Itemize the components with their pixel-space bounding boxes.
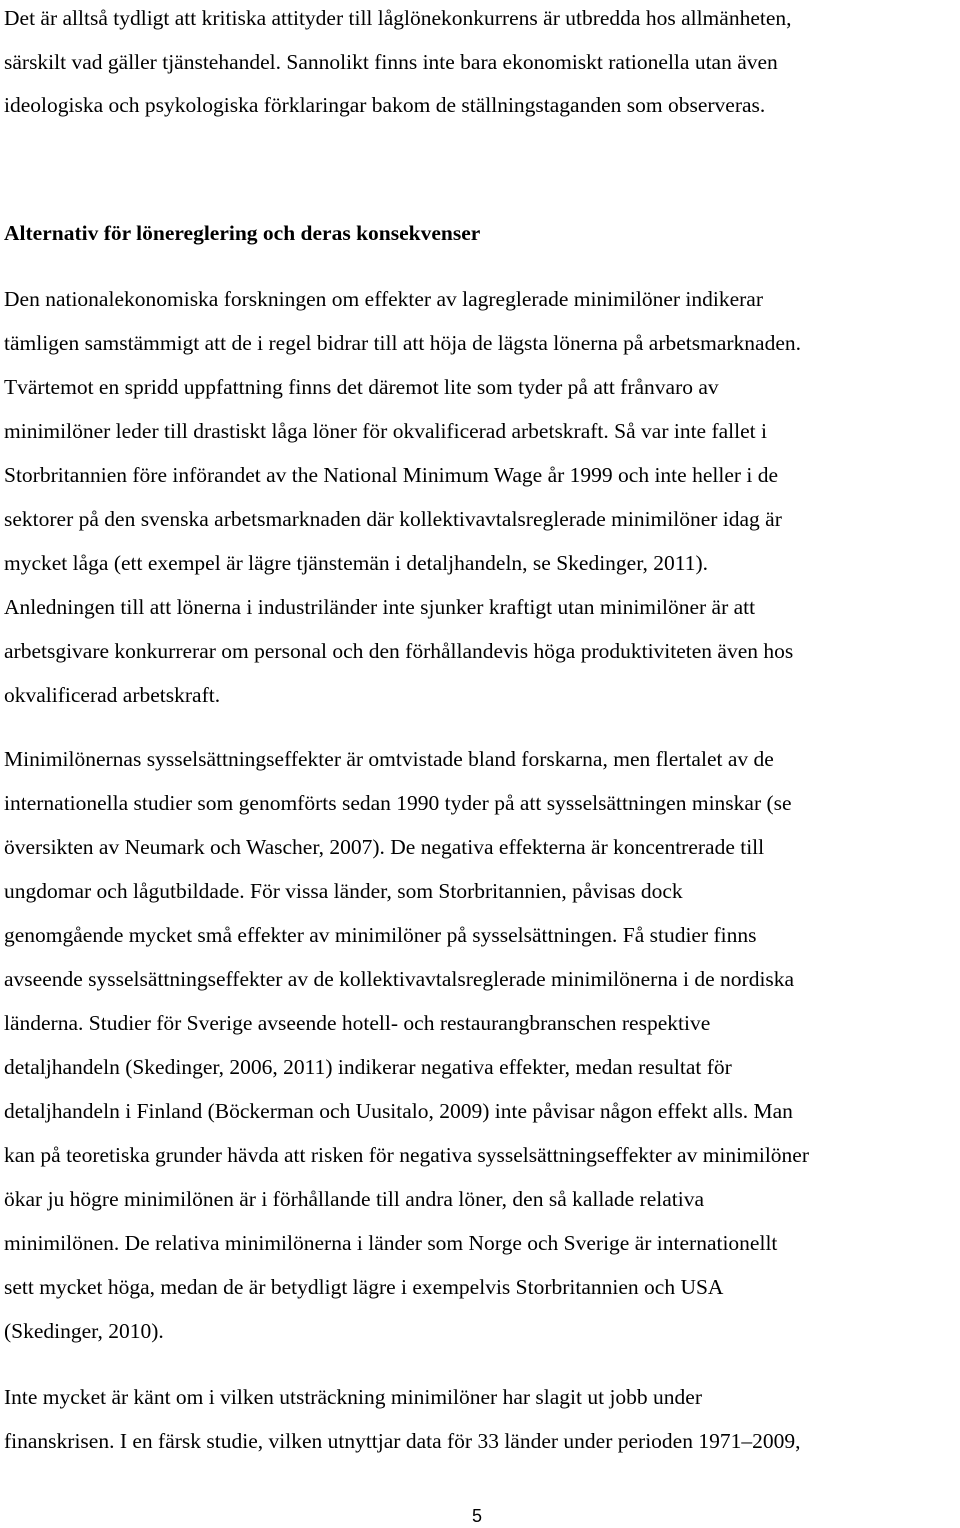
text-line: avseende sysselsättningseffekter av de kollektivavtalsreglerade minimilönerna i de nordiska <box>4 967 795 991</box>
text-line: Storbritannien före införandet av the National Minimum Wage år 1999 och inte heller i de <box>4 463 779 487</box>
text-line: särskilt vad gäller tjänstehandel. Sannolikt finns inte bara ekonomiskt rationella utan även <box>4 50 778 74</box>
text-line: ideologiska och psykologiska förklaringar bakom de ställningstaganden som observeras. <box>4 93 766 117</box>
text-line: kan på teoretiska grunder hävda att risken för negativa sysselsättningseffekter av minimilöner <box>4 1143 810 1167</box>
text-line: minimilöner leder till drastiskt låga löner för okvalificerad arbetskraft. Så var inte fallet i <box>4 419 767 443</box>
text-line: ökar ju högre minimilönen är i förhållande till andra löner, den så kallade relativa <box>4 1187 705 1211</box>
text-line: Tvärtemot en spridd uppfattning finns det däremot lite som tyder på att frånvaro av <box>4 375 719 399</box>
text-line: länderna. Studier för Sverige avseende hotell- och restaurangbranschen respektive <box>4 1011 711 1035</box>
page-number: 5 <box>472 1506 483 1526</box>
section-heading: Alternativ för lönereglering och deras konsekvenser <box>4 221 481 245</box>
text-line: Den nationalekonomiska forskningen om effekter av lagreglerade minimilöner indikerar <box>4 287 764 311</box>
text-line: minimilönen. De relativa minimilönerna i länder som Norge och Sverige är internationellt <box>4 1231 778 1255</box>
text-line: sett mycket höga, medan de är betydligt lägre i exempelvis Storbritannien och USA <box>4 1275 724 1299</box>
text-line: ungdomar och lågutbildade. För vissa länder, som Storbritannien, påvisas dock <box>4 879 683 903</box>
text-line: internationella studier som genomförts sedan 1990 tyder på att sysselsättningen minskar (se <box>4 791 792 815</box>
text-line: sektorer på den svenska arbetsmarknaden där kollektivavtalsreglerade minimilöner idag är <box>4 507 782 531</box>
text-line: tämligen samstämmigt att de i regel bidrar till att höja de lägsta lönerna på arbetsmarknaden. <box>4 331 802 355</box>
text-line: Anledningen till att lönerna i industriländer inte sjunker kraftigt utan minimilöner är att <box>4 595 756 619</box>
text-line: Minimilönernas sysselsättningseffekter är omtvistade bland forskarna, men flertalet av de <box>4 747 774 771</box>
text-line: (Skedinger, 2010). <box>4 1319 164 1343</box>
text-line: detaljhandeln i Finland (Böckerman och Uusitalo, 2009) inte påvisar någon effekt alls. Man <box>4 1099 793 1123</box>
text-line: okvalificerad arbetskraft. <box>4 683 221 707</box>
text-line: arbetsgivare konkurrerar om personal och den förhållandevis höga produktiviteten även hos <box>4 639 794 663</box>
text-line: genomgående mycket små effekter av minimilöner på sysselsättningen. Få studier finns <box>4 923 757 947</box>
text-line: detaljhandeln (Skedinger, 2006, 2011) indikerar negativa effekter, medan resultat för <box>4 1055 732 1079</box>
text-line: mycket låga (ett exempel är lägre tjänstemän i detaljhandeln, se Skedinger, 2011). <box>4 551 708 575</box>
text-line: översikten av Neumark och Wascher, 2007). De negativa effekterna är koncentrerade till <box>4 835 765 859</box>
text-line: Det är alltså tydligt att kritiska attityder till låglönekonkurrens är utbredda hos allmänheten, <box>4 6 792 30</box>
text-line: finanskrisen. I en färsk studie, vilken utnyttjar data för 33 länder under perioden 1971–2009, <box>4 1429 801 1453</box>
text-line: Inte mycket är känt om i vilken utsträckning minimilöner har slagit ut jobb under <box>4 1385 702 1409</box>
